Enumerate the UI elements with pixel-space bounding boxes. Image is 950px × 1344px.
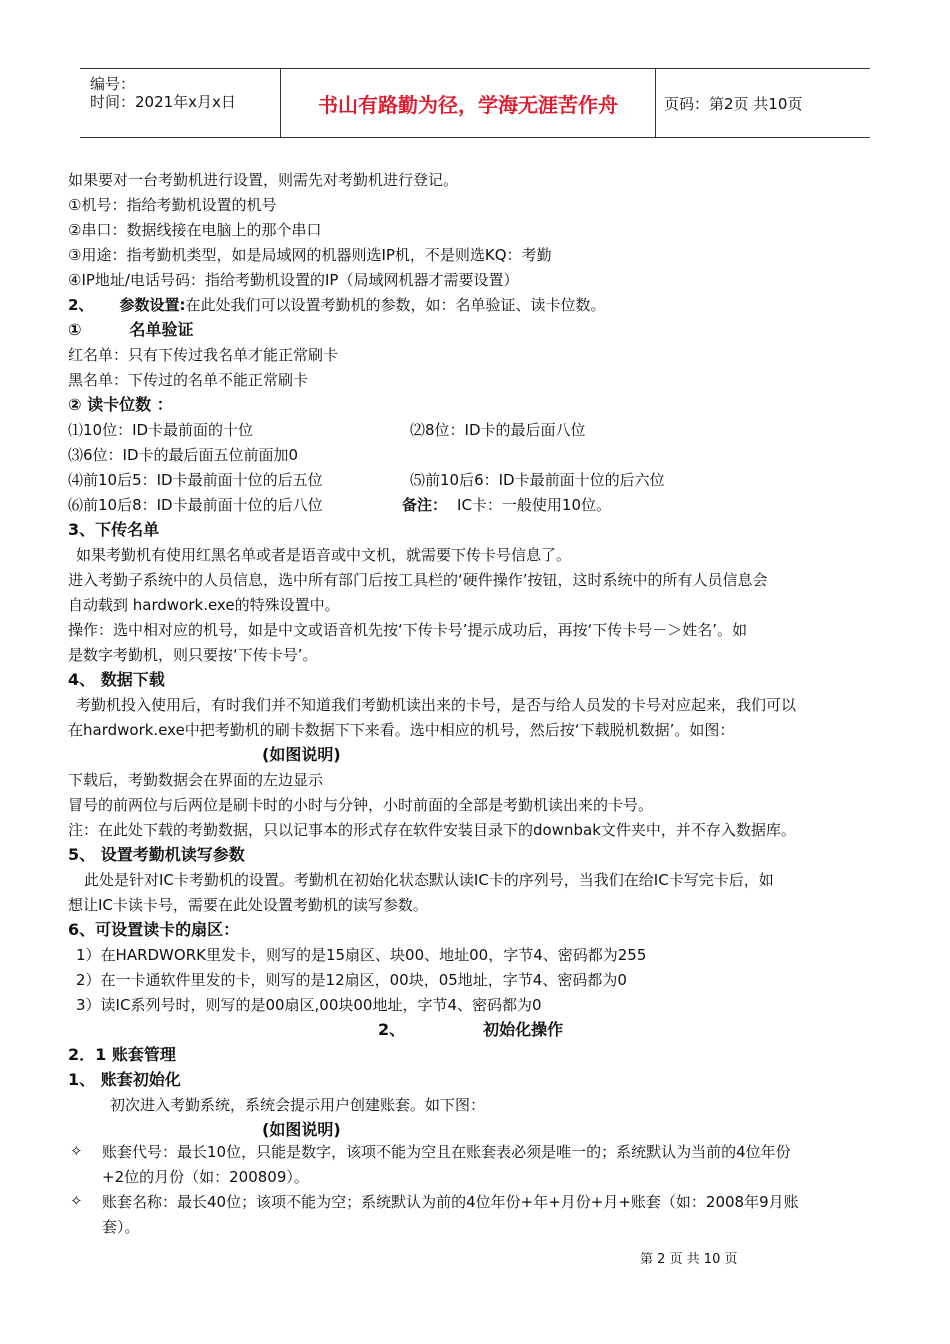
paragraph: 进入考勤子系统中的人员信息，选中所有部门后按工具栏的‘硬件操作’按钮，这时系统中的所有人员信息会 — [68, 571, 768, 589]
subsection-number: ① — [68, 320, 82, 339]
bullet-text: 账套名称：最长40位；该项不能为空；系统默认为前的4位年份+年+月份+月+账套（如：2008年9月账 — [102, 1193, 799, 1211]
paragraph: 在hardwork.exe中把考勤机的刷卡数据下下来看。选中相应的机号，然后按‘下载脱机数据’。如图： — [68, 721, 735, 739]
list-item: 3）读IC系列号时，则写的是00扇区,00块00地址，字节4、密码都为0 — [76, 996, 542, 1014]
list-item: ①机号：指给考勤机设置的机号 — [68, 196, 277, 214]
card-option: ⑹前10后8：ID卡最前面十位的后八位 — [68, 496, 323, 514]
subsection-heading — [68, 320, 194, 340]
header-page-info: 页码：第2页 共10页 — [664, 95, 803, 113]
section-heading: 4、 数据下载 — [68, 670, 165, 689]
section-heading: 6、可设置读卡的扇区： — [68, 920, 240, 939]
paragraph: 考勤机投入使用后，有时我们并不知道我们考勤机读出来的卡号，是否与给人员发的卡号对应起来，我们可以 — [76, 696, 797, 714]
card-note — [402, 495, 611, 515]
section-heading: 3、下传名单 — [68, 520, 160, 539]
paragraph: 是数字考勤机，则只要按‘下传卡号’。 — [68, 646, 318, 664]
bullet-text: 账套代号：最长10位，只能是数字，该项不能为空且在账套表必须是唯一的；系统默认为当前的4位年份 — [102, 1143, 791, 1161]
chapter-heading — [378, 1020, 563, 1040]
paragraph: 如果考勤机有使用红黑名单或者是语音或中文机，就需要下传卡号信息了。 — [76, 546, 572, 564]
section-number: 2、 — [68, 296, 94, 314]
subsection-heading: ② 读卡位数 ： — [68, 395, 173, 414]
bullet-text: 套）。 — [102, 1218, 140, 1236]
list-item: 2）在一卡通软件里发的卡，则写的是12扇区，00块，05地址，字节4、密码都为0 — [76, 971, 627, 989]
paragraph: 初次进入考勤系统，系统会提示用户创建账套。如下图： — [110, 1096, 486, 1114]
card-option: ⑸前10后6：ID卡最前面十位的后六位 — [410, 471, 665, 489]
chapter-title: 初始化操作 — [483, 1020, 564, 1039]
bullet-icon: ✧ — [70, 1192, 83, 1210]
subsection-heading: 2．1 账套管理 — [68, 1045, 176, 1064]
paragraph: 自动载到 hardwork.exe的特殊设置中。 — [68, 596, 340, 614]
intro-line: 如果要对一台考勤机进行设置，则需先对考勤机进行登记。 — [68, 171, 459, 189]
doc-time: 时间：2021年x月x日 — [90, 93, 236, 111]
list-item: ④IP地址/电话号码：指给考勤机设置的IP（局域网机器才需要设置） — [68, 271, 519, 289]
note-paragraph: 注：在此处下载的考勤数据，只以记事本的形式存在软件安装目录下的downbak文件夹中，并不存入数据库。 — [68, 821, 796, 839]
note-text: IC卡：一般使用10位。 — [457, 496, 612, 514]
header-motto: 书山有路勤为径，学海无涯苦作舟 — [318, 93, 618, 117]
section-heading: 5、 设置考勤机读写参数 — [68, 845, 245, 864]
figure-caption: (如图说明) — [262, 1120, 341, 1139]
card-option: ⑶6位：ID卡的最后面五位前面加0 — [68, 446, 299, 464]
page-footer: 第 2 页 共 10 页 — [640, 1252, 738, 1267]
card-option: ⑵8位：ID卡的最后面八位 — [410, 421, 586, 439]
paragraph: 操作：选中相对应的机号，如是中文或语音机先按‘下传卡号’提示成功后，再按‘下传卡号－＞姓名’。如 — [68, 621, 748, 639]
red-list-text: 红名单：只有下传过我名单才能正常刷卡 — [68, 346, 339, 364]
paragraph: 下载后，考勤数据会在界面的左边显示 — [68, 771, 324, 789]
section-title: 参数设置: — [119, 296, 186, 314]
paragraph: 此处是针对IC卡考勤机的设置。考勤机在初始化状态默认读IC卡的序列号，当我们在给IC卡写完卡后，如 — [84, 871, 774, 889]
chapter-number: 2、 — [378, 1020, 406, 1039]
paragraph: 想让IC卡读卡号，需要在此处设置考勤机的读写参数。 — [68, 896, 428, 914]
card-option: ⑴10位：ID卡最前面的十位 — [68, 421, 254, 439]
section-heading: 1、 账套初始化 — [68, 1070, 181, 1089]
list-item: 1）在HARDWORK里发卡，则写的是15扇区、块00、地址00，字节4、密码都为255 — [76, 946, 647, 964]
bullet-icon: ✧ — [70, 1142, 83, 1160]
page-header — [80, 68, 870, 138]
doc-number-label: 编号： — [90, 75, 136, 93]
black-list-text: 黑名单：下传过的名单不能正常刷卡 — [68, 371, 309, 389]
subsection-title: 名单验证 — [129, 320, 194, 339]
list-item: ③用途：指考勤机类型，如是局域网的机器则选IP机，不是则选KQ：考勤 — [68, 246, 552, 264]
note-label: 备注： — [402, 496, 448, 514]
section-text: 在此处我们可以设置考勤机的参数，如：名单验证、读卡位数。 — [185, 296, 606, 314]
section-2-heading — [68, 295, 605, 315]
list-item: ②串口：数据线接在电脑上的那个串口 — [68, 221, 322, 239]
paragraph: 冒号的前两位与后两位是刷卡时的小时与分钟，小时前面的全部是考勤机读出来的卡号。 — [68, 796, 654, 814]
card-option: ⑷前10后5：ID卡最前面十位的后五位 — [68, 471, 323, 489]
figure-caption: (如图说明) — [262, 745, 341, 764]
bullet-text: +2位的月份（如：200809）。 — [102, 1168, 309, 1186]
